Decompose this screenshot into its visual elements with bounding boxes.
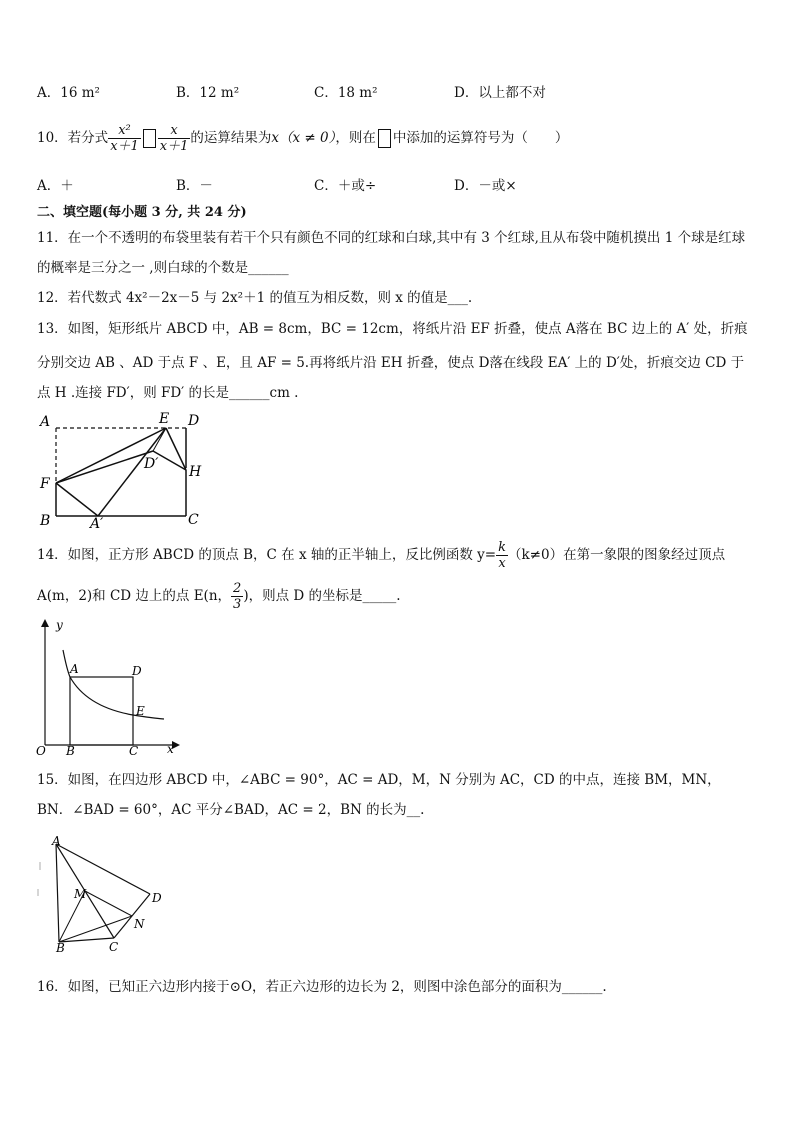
q14-label-b: B xyxy=(66,744,75,755)
q13-figure xyxy=(36,408,216,533)
q10-prefix: 10．若分式 xyxy=(37,130,109,146)
q14-label-e: E xyxy=(136,704,145,718)
q14-label-x: x xyxy=(167,742,174,755)
q14-label-c: C xyxy=(129,744,139,755)
q10-fraction-2: $\frac{x}{x+1}$ xyxy=(159,123,189,154)
q15-label-a: A xyxy=(52,834,61,848)
q14-label-y: y xyxy=(56,618,63,632)
q13-label-h: H xyxy=(189,464,202,480)
q15-label-c: C xyxy=(109,940,119,954)
q14-label-a: A xyxy=(70,662,79,676)
q14-label-d: D xyxy=(132,664,142,678)
q13-label-a: A xyxy=(40,414,51,430)
q13-line-1: 13．如图，矩形纸片 ABCD 中，AB = 8cm，BC = 12cm，将纸片沿 EF 折叠，使点 A落在 BC 边上的 A′ 处，折痕 xyxy=(37,321,748,337)
q13-label-e: E xyxy=(159,411,170,427)
q13-label-b: B xyxy=(40,513,51,529)
q15-label-d: D xyxy=(152,891,162,905)
q14-line-1: 14．如图，正方形 ABCD 的顶点 B，C 在 x 轴的正半轴上，反比例函数 y= $\frac{k}{x}$ （k≠0）在第一象限的图象经过顶点 xyxy=(37,540,726,571)
q15-line-2: BN．∠BAD = 60°，AC 平分∠BAD，AC = 2，BN 的长为__. xyxy=(37,802,425,818)
q13-line-3: 点 H .连接 FD′，则 FD′ 的长是______cm . xyxy=(37,385,299,401)
section-2-heading: 二、填空题(每小题 3 分, 共 24 分) xyxy=(37,205,247,220)
q10-result: x（x ≠ 0） xyxy=(271,130,336,146)
question-12: 12．若代数式 4x²－2x－5 与 2x²＋1 的值互为相反数，则 x 的值是___. xyxy=(37,290,473,306)
q10-operator-box xyxy=(143,129,156,148)
q14-label-o: O xyxy=(36,744,46,755)
q14-line-2: A(m，2)和 CD 边上的点 E(n， $\frac{2}{3}$ )，则点 D 的坐标是_____. xyxy=(37,581,401,612)
q13-label-a-prime: A′ xyxy=(90,516,104,532)
q11-line-2: 的概率是三分之一 ,则白球的个数是______ xyxy=(37,260,289,276)
q13-label-d-prime: D′ xyxy=(144,456,159,472)
q15-figure xyxy=(32,834,172,954)
q13-label-d: D xyxy=(188,413,200,429)
q13-label-f: F xyxy=(40,476,50,492)
q10-fraction-1: $\frac{\text{x²}}{x+1}$ xyxy=(110,123,139,154)
q10-operator-box-2 xyxy=(378,129,391,148)
q10-option-a: A．＋ xyxy=(37,178,74,194)
question-16: 16．如图，已知正六边形内接于⊙O，若正六边形的边长为 2，则图中涂色部分的面积为______. xyxy=(37,979,607,995)
q14-figure xyxy=(32,615,182,755)
question-10: 10．若分式 $\frac{\text{x²}}{x+1}$ $\frac{x}{x+1}$ 的运算结果为x（x ≠ 0），则在 中添加的运算符号为（ ） xyxy=(37,123,569,154)
q9-option-d: D．以上都不对 xyxy=(454,85,546,101)
q15-label-b: B xyxy=(56,941,65,954)
q9-option-b: B．12 m² xyxy=(176,85,240,101)
q15-label-m: M xyxy=(74,887,87,901)
q9-option-c: C．18 m² xyxy=(314,85,378,101)
q10-option-b: B．－ xyxy=(176,178,213,194)
q15-label-n: N xyxy=(134,917,145,931)
q13-line-2: 分别交边 AB 、AD 于点 F 、E，且 AF = 5.再将纸片沿 EH 折叠，使点 D落在线段 EA′ 上的 D′处，折痕交边 CD 于 xyxy=(37,355,745,371)
q13-label-c: C xyxy=(188,512,199,528)
q9-option-a: A．16 m² xyxy=(37,85,100,101)
q14-fraction-2-3: $\frac{2}{3}$ xyxy=(233,581,242,612)
q10-option-d: D．－或× xyxy=(454,178,517,194)
q14-fraction-k-x: $\frac{k}{x}$ xyxy=(498,540,506,571)
q10-option-c: C．＋或÷ xyxy=(314,178,377,194)
q15-line-1: 15．如图，在四边形 ABCD 中，∠ABC = 90°，AC = AD，M，N 分别为 AC，CD 的中点，连接 BM，MN， xyxy=(37,772,721,788)
q11-line-1: 11．在一个不透明的布袋里装有若干个只有颜色不同的红球和白球,其中有 3 个红球,且从布袋中随机摸出 1 个球是红球 xyxy=(37,230,746,246)
